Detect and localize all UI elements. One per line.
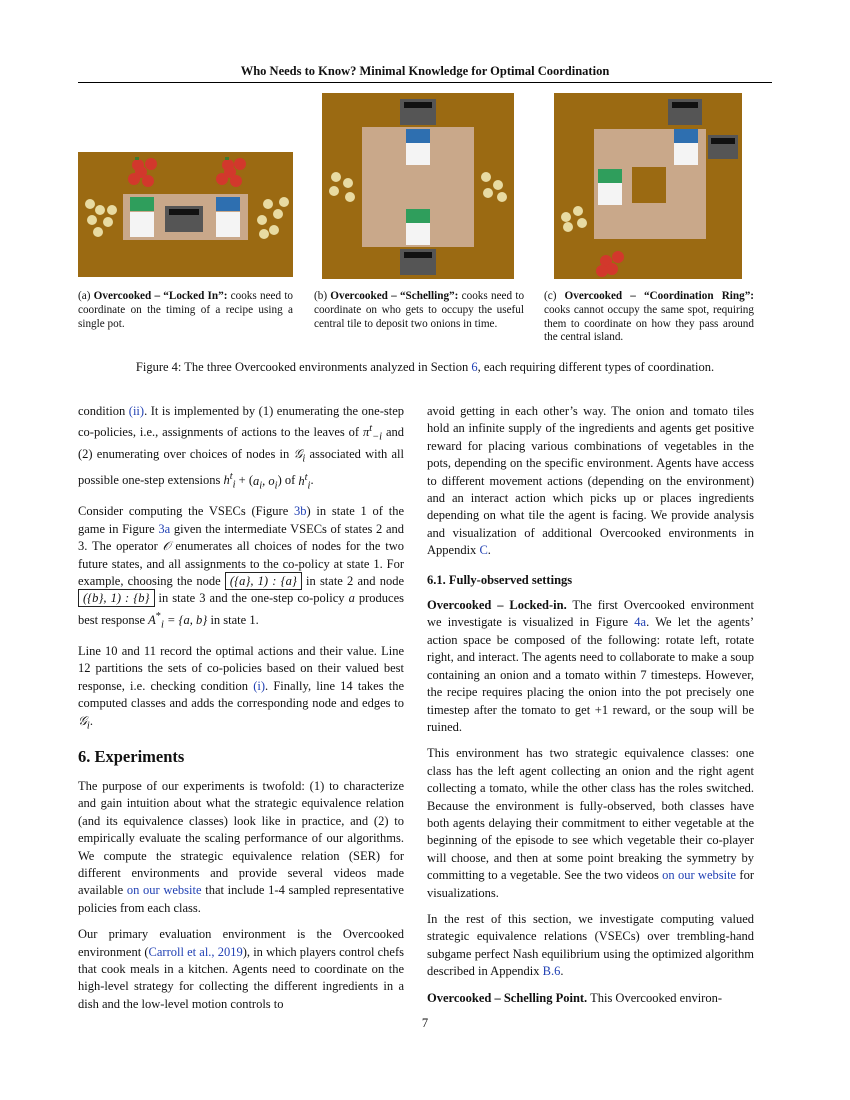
figure-4c-image (554, 93, 742, 279)
appendix-c-link[interactable]: C (479, 543, 488, 558)
subcaption-a: (a) Overcooked – “Locked In”: cooks need to coordinate on the timing of a recipe using a single pot. (78, 290, 294, 330)
boxed-node-a: ({a}, 1) : {a} (225, 572, 302, 590)
paragraph-example: Consider computing the VSECs (Figure 3b) in state 1 of the game in Figure 3a given the intermediate VSECs of states 2 and 3. The operator 𝒪 enumerates all choices of nodes for the two future states, and all assignments to the co-policy at state 1. For example, choosing the node ({a}, 1) : {a} in state 2 and node ({b}, 1) : {b} in state 3 and the one-step co-policy a produces best response $A^*_i = \{a$, b} in state 1. (78, 504, 405, 631)
website-link-2[interactable]: on our website (662, 868, 737, 883)
paragraph-algorithm: condition (ii). It is implemented by (1) enumerating the one-step co-policies, i.e., assignments of actions to the leaves of $\pi^t_{-i}$ and (2) enumerating over choices of nodes in 𝒢$_i$ associated with all possible one-step extensions $h^t_i + (a_i$, $o_i$) of $h^t_i$. (78, 404, 405, 492)
subsection-heading: 6.1. Fully-observed settings (427, 572, 573, 587)
condition-i-link[interactable]: (i) (253, 678, 266, 693)
carroll-citation-link[interactable]: Carroll et al., 2019 (148, 944, 243, 959)
left-column (78, 403, 404, 1022)
section-heading-experiments: 6. Experiments (78, 747, 185, 767)
paragraph-tiles: avoid getting in each other’s way. The onion and tomato tiles hold an infinite supply of the ingredients and agents get positive reward for placing various combinations of vegetables in the pots, depending on the specific environment. Agents have access to different movement actions (depending on the environment) and an interact action which picks up or places ingredients depending on what tile the agent is facing. We provide analysis and visualization of additional Overcooked environments in Appendix C. (427, 404, 754, 558)
subcaption-b: (b) Overcooked – “Schelling”: cooks need to coordinate on who gets to occupy the useful central tile to deposit two onions in time. (314, 290, 525, 330)
paragraph-lines: Line 10 and 11 record the optimal actions and their value. Line 12 partitions the sets of co-policies based on their valued best response, i.e. checking condition (i). Finally, line 14 takes the computed classes and adds the corresponding node and edges to 𝒢$_i$. (78, 643, 405, 732)
figure-4b-image (322, 93, 514, 279)
figure-4a-image (78, 152, 293, 277)
right-column (427, 403, 754, 1016)
boxed-node-b: ({b}, 1) : {b} (78, 589, 155, 607)
subcaption-c: (c) Overcooked – “Coordination Ring”: cooks cannot occupy the same spot, requiring them to coordinate on how they pass around the central island. (544, 290, 755, 344)
page-number: 7 (421, 1016, 429, 1030)
paragraph-classes: This environment has two strategic equivalence classes: one class has the left agent collecting an onion and the right agent collecting a tomato, while the other class has the roles switched. Because the environment is fully-observed, both classes have both agents delaying their commitment to either vegetable at the beginning of the episode to see which vegetable their co-player will choose, and then at some point breaking the symmetry by committing to a vegetable. See the two videos on our website for visualizations. (427, 746, 754, 900)
figure-3a-link[interactable]: 3a (158, 521, 171, 536)
paragraph-purpose: The purpose of our experiments is twofold: (1) to characterize and gain intuition about what the strategic equivalence relation (and its equivalence classes) look like in practice, and (2) to empirically evaluate the scaling performance of our algorithms. We compute the strategic equivalence relation (SER) for different environments and provide several videos made available on our website that include 1-4 sampled representative policies from each class. (78, 778, 404, 915)
figure-4a-link[interactable]: 4a (634, 615, 647, 630)
paragraph-vsecs: In the rest of this section, we investigate computing valued strategic equivalence relations (VSECs) over trembling-hand subgame perfect Nash equilibrium using the optimized algorithm described in Appendix B.6. (427, 911, 754, 979)
figure-3b-link[interactable]: 3b (294, 504, 307, 519)
paragraph-locked-in: Overcooked – Locked-in. The first Overcooked environment we investigate is visualized in Figure 4a. We let the agents’ action space be composed of the following: rotate left, rotate right, and interact. The agents need to collaborate to make a soup containing an onion and a tomato within 7 timesteps. However, the recipe requires placing the onion into the pot precisely one timestep after the tomato to get +1 reward, or the soup will be ruined. (427, 598, 754, 734)
appendix-b6-link[interactable]: B.6 (542, 964, 561, 979)
figure-caption: Figure 4: The three Overcooked environments analyzed in Section 6, each requiring different types of coordination. (135, 360, 715, 374)
running-header: Who Needs to Know? Minimal Knowledge for Optimal Coordination (240, 64, 610, 78)
website-link[interactable]: on our website (126, 883, 202, 898)
paragraph-schelling: Overcooked – Schelling Point. This Overcooked environ- (427, 990, 722, 1005)
section-6-link[interactable]: 6 (471, 360, 478, 374)
paragraph-environment: Our primary evaluation environment is the Overcooked environment (Carroll et al., 2019), in which players control chefs that cook meals in a kitchen. Agents need to coordinate on the high-level strategy for collecting the different ingredients in a dish and the low-level motion controls to (78, 927, 405, 1011)
header-rule (78, 82, 772, 83)
condition-ii-link[interactable]: (ii) (128, 404, 145, 418)
